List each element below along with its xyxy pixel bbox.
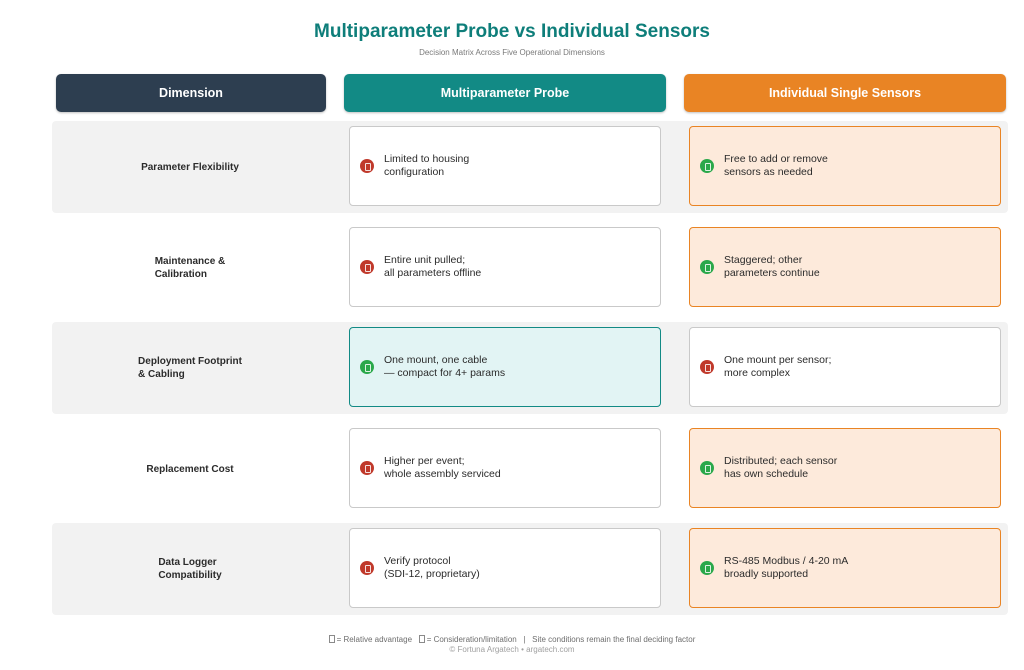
dimension-cell [52,121,328,213]
header-multiparameter-probe: Multiparameter Probe [344,74,666,112]
advantage-icon [700,159,714,173]
probe-cell [349,428,661,508]
advantage-legend-icon [329,635,335,643]
limitation-legend-icon [419,635,425,643]
probe-cell [349,126,661,206]
limitation-icon [360,461,374,475]
advantage-icon [700,260,714,274]
dimension-label: Maintenance & Calibration [154,256,226,280]
probe-cell-text: Higher per event; whole assembly serviced [384,455,501,480]
sensors-cell [689,126,1001,206]
sensors-cell-text: RS-485 Modbus / 4-20 mA broadly supported [724,555,849,580]
dimension-label: Parameter Flexibility [141,161,239,173]
sensors-cell-text: One mount per sensor; more complex [724,354,832,379]
legend-separator: | [523,635,526,644]
legend [0,635,1024,644]
legend-note: Site conditions remain the final deciding factor [532,635,696,644]
credit-line: © Fortuna Argatech • argatech.com [449,645,575,654]
probe-cell-text: Limited to housing configuration [384,153,470,178]
advantage-icon [700,461,714,475]
probe-cell [349,327,661,407]
sensors-cell-text: Free to add or remove sensors as needed [724,153,828,178]
legend-limitation: = Consideration/limitation [426,635,517,644]
header-dimension: Dimension [56,74,326,112]
matrix-row-maintenance-calibration [52,222,1008,314]
matrix-row-parameter-flexibility [52,121,1008,213]
dimension-cell [52,222,328,314]
page-title: Multiparameter Probe vs Individual Sensors [314,21,710,42]
probe-cell [349,528,661,608]
sensors-cell [689,227,1001,307]
sensors-cell [689,528,1001,608]
probe-cell-text: One mount, one cable — compact for 4+ params [384,354,506,379]
matrix-row-deployment-footprint [52,322,1008,414]
matrix-row-data-logger-compatibility [52,523,1008,615]
legend-advantage: = Relative advantage [336,635,413,644]
page-subtitle: Decision Matrix Across Five Operational Dimensions [419,48,605,57]
advantage-icon [360,360,374,374]
sensors-cell [689,428,1001,508]
limitation-icon [360,159,374,173]
dimension-label: Data Logger Compatibility [158,557,222,581]
dimension-cell [52,523,328,615]
dimension-label: Deployment Footprint & Cabling [138,356,242,380]
probe-cell-text: Entire unit pulled; all parameters offline [384,254,482,279]
sensors-cell-text: Distributed; each sensor has own schedule [724,455,838,480]
header-individual-sensors: Individual Single Sensors [684,74,1006,112]
sensors-cell-text: Staggered; other parameters continue [724,254,820,279]
dimension-cell [52,322,328,414]
limitation-icon [360,561,374,575]
dimension-label: Replacement Cost [146,463,234,475]
dimension-cell [52,423,328,515]
limitation-icon [360,260,374,274]
probe-cell [349,227,661,307]
probe-cell-text: Verify protocol (SDI-12, proprietary) [384,555,480,580]
limitation-icon [700,360,714,374]
advantage-icon [700,561,714,575]
sensors-cell [689,327,1001,407]
matrix-row-replacement-cost [52,423,1008,515]
